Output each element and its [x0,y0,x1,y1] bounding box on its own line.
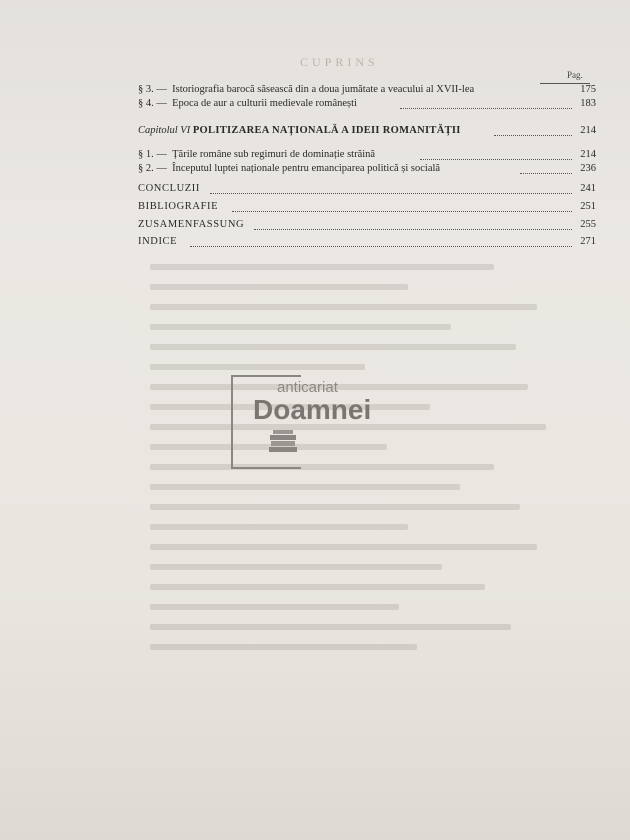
entry-title: Țările române sub regimuri de dominație străină [172,149,376,160]
entry-title: BIBLIOGRAFIE [138,201,219,212]
dot-leader [400,107,572,109]
chapter-title: POLITIZAREA NAȚIONALĂ A IDEII ROMANITĂȚII [192,125,461,136]
dot-leader [210,192,572,194]
dot-leader [190,245,572,247]
watermark-logo [231,375,403,467]
entry-title: ZUSAMENFASSUNG [138,219,245,230]
section-number: § 1. — [138,149,167,160]
toc-entry [138,201,596,215]
entry-title: Epoca de aur a culturii medievale românești [172,98,357,109]
entry-page: 255 [580,219,596,230]
section-number: § 3. — [138,84,167,95]
toc-entry [138,163,596,177]
entry-title: Începutul luptei naționale pentru emanciparea politică și socială [172,163,441,174]
entry-title: CONCLUZII [138,183,200,194]
dot-leader [520,172,572,174]
toc-entry [138,98,596,112]
toc-entry [138,183,596,197]
toc-entry [138,84,596,98]
dot-leader [420,158,572,160]
entry-page: 183 [580,98,596,109]
bleed-through-heading: CUPRINS [300,55,379,69]
section-number: § 2. — [138,163,167,174]
toc-chapter-entry [138,125,596,139]
entry-page: 214 [580,125,596,136]
watermark-text-top: anticariat [277,379,338,396]
entry-page: 251 [580,201,596,212]
chapter-number: Capitolul VI [138,125,191,136]
toc-entry [138,236,596,250]
books-icon [267,429,299,455]
toc-entry [138,219,596,233]
page-column-label: Pag. [567,70,583,80]
toc-entry [138,149,596,163]
dot-leader [232,210,572,212]
dot-leader [254,228,572,230]
entry-title: INDICE [138,236,178,247]
watermark-text-main: Doamnei [253,394,372,425]
bleed-through-text [150,250,580,750]
entry-page: 241 [580,183,596,194]
section-number: § 4. — [138,98,167,109]
entry-title: Istoriografia barocă săsească din a doua jumătate a veacului al XVII-lea [172,84,475,95]
entry-page: 236 [580,163,596,174]
entry-page: 175 [580,84,596,95]
dot-leader [494,134,572,136]
entry-page: 271 [580,236,596,247]
entry-page: 214 [580,149,596,160]
